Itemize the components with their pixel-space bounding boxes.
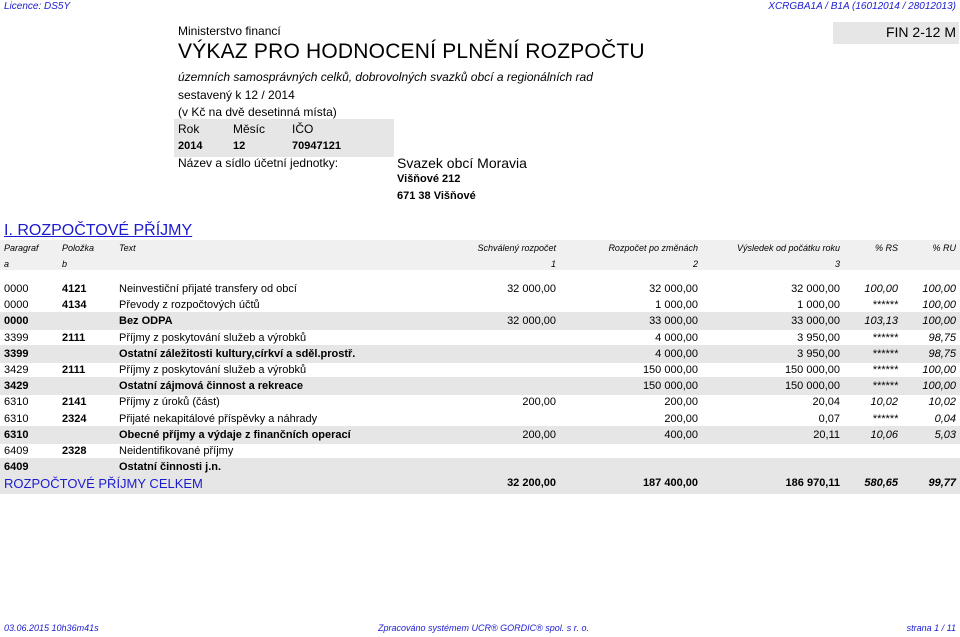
report-units: (v Kč na dvě desetinná místa) xyxy=(178,105,337,119)
cell-vysledek: 33 000,00 xyxy=(791,315,840,328)
cell-text: Příjmy z úroků (část) xyxy=(119,396,220,409)
total-vysledek: 186 970,11 xyxy=(785,477,840,489)
col-letter-a: a xyxy=(4,259,10,269)
report-title: VÝKAZ PRO HODNOCENÍ PLNĚNÍ ROZPOČTU xyxy=(178,40,645,63)
entity-label: Název a sídlo účetní jednotky: xyxy=(178,156,339,170)
col-po-zmenach: Rozpočet po změnách xyxy=(608,243,698,253)
cell-text: Bez ODPA xyxy=(119,315,173,328)
cell-vysledek: 3 950,00 xyxy=(797,331,840,344)
cell-vysledek: 150 000,00 xyxy=(784,380,840,393)
cell-po-zmenach: 200,00 xyxy=(664,396,698,409)
cell-paragraf: 0000 xyxy=(4,283,29,295)
cell-ru: 0,04 xyxy=(934,412,956,425)
year-value: 2014 xyxy=(178,140,203,152)
cell-ru: 5,03 xyxy=(934,428,956,441)
cell-po-zmenach: 1 000,00 xyxy=(655,299,698,312)
cell-paragraf: 6409 xyxy=(4,461,29,474)
cell-rs: ****** xyxy=(872,380,898,393)
cell-po-zmenach: 32 000,00 xyxy=(649,283,698,295)
cell-polozka: 4121 xyxy=(62,283,87,295)
ico-value: 70947121 xyxy=(292,140,341,152)
col-vysledek: Výsledek od počátku roku xyxy=(736,243,840,253)
ministry-name: Ministerstvo financí xyxy=(178,24,281,38)
cell-rs: ****** xyxy=(872,347,898,360)
cell-paragraf: 6310 xyxy=(4,428,29,441)
section-title: I. ROZPOČTOVÉ PŘÍJMY xyxy=(4,222,193,239)
col-paragraf: Paragraf xyxy=(4,243,39,253)
cell-rs: 100,00 xyxy=(864,283,898,295)
report-subtitle: územních samosprávných celků, dobrovolných svazků obcí a regionálních rad xyxy=(178,70,593,84)
cell-paragraf: 6310 xyxy=(4,412,29,425)
col-schvaleny: Schválený rozpočet xyxy=(477,243,556,253)
cell-paragraf: 0000 xyxy=(4,299,29,312)
cell-paragraf: 3429 xyxy=(4,380,29,393)
cell-ru: 98,75 xyxy=(928,331,956,344)
cell-text: Neinvestiční přijaté transfery od obcí xyxy=(119,283,297,295)
cell-paragraf: 3429 xyxy=(4,364,29,376)
form-code: FIN 2-12 M xyxy=(885,24,956,40)
cell-po-zmenach: 4 000,00 xyxy=(655,331,698,344)
col-letter-b: b xyxy=(62,259,68,269)
cell-text: Ostatní činnosti j.n. xyxy=(119,461,222,474)
cell-text: Neidentifikované příjmy xyxy=(119,445,234,457)
cell-ru: 100,00 xyxy=(922,364,956,376)
cell-rs: 103,13 xyxy=(864,315,898,328)
cell-polozka: 2324 xyxy=(62,412,87,425)
total-po-zmenach: 187 400,00 xyxy=(642,477,698,489)
cell-rs: ****** xyxy=(872,364,898,376)
cell-text: Příjmy z poskytování služeb a výrobků xyxy=(119,364,307,376)
cell-polozka: 2111 xyxy=(62,331,86,344)
col-text: Text xyxy=(119,243,136,253)
form-version-code: XCRGBA1A / B1A (16012014 / 28012013) xyxy=(768,1,956,12)
total-row xyxy=(0,474,960,494)
cell-po-zmenach: 33 000,00 xyxy=(649,315,698,328)
cell-vysledek: 3 950,00 xyxy=(797,347,840,360)
cell-ru: 98,75 xyxy=(928,347,956,360)
cell-paragraf: 6409 xyxy=(4,445,29,457)
cell-rs: 10,06 xyxy=(870,428,898,441)
cell-polozka: 2328 xyxy=(62,445,87,457)
col-letter-2: 2 xyxy=(692,259,698,269)
cell-vysledek: 20,04 xyxy=(812,396,840,409)
cell-polozka: 4134 xyxy=(62,299,87,312)
cell-ru: 100,00 xyxy=(922,299,956,312)
cell-ru: 10,02 xyxy=(928,396,956,409)
cell-vysledek: 0,07 xyxy=(818,412,840,425)
cell-text: Převody z rozpočtových účtů xyxy=(119,299,260,312)
cell-paragraf: 0000 xyxy=(4,315,29,328)
cell-rs: 10,02 xyxy=(870,396,898,409)
entity-name: Svazek obcí Moravia xyxy=(397,155,527,171)
footer-timestamp: 03.06.2015 10h36m41s xyxy=(4,623,99,633)
cell-po-zmenach: 200,00 xyxy=(664,412,698,425)
year-label: Rok xyxy=(178,122,200,136)
col-ru: % RU xyxy=(932,243,956,253)
total-ru: 99,77 xyxy=(928,477,956,489)
cell-paragraf: 3399 xyxy=(4,347,29,360)
report-period: sestavený k 12 / 2014 xyxy=(178,88,295,102)
cell-po-zmenach: 4 000,00 xyxy=(655,347,698,360)
cell-vysledek: 20,11 xyxy=(813,428,840,441)
cell-polozka: 2141 xyxy=(62,396,87,409)
cell-schvaleny: 200,00 xyxy=(522,428,556,441)
total-label: ROZPOČTOVÉ PŘÍJMY CELKEM xyxy=(4,476,203,491)
cell-paragraf: 3399 xyxy=(4,331,29,344)
cell-schvaleny: 200,00 xyxy=(522,396,556,409)
footer-system: Zpracováno systémem UCR® GORDIC® spol. s r. o. xyxy=(378,623,589,633)
cell-polozka: 2111 xyxy=(62,364,86,376)
cell-vysledek: 1 000,00 xyxy=(797,299,840,312)
ico-label: IČO xyxy=(292,122,314,136)
col-letter-1: 1 xyxy=(550,259,556,269)
cell-text: Ostatní zájmová činnost a rekreace xyxy=(119,380,304,393)
footer-page: strana 1 / 11 xyxy=(906,623,956,633)
cell-text: Ostatní záležitosti kultury,církví a sděl.prostř. xyxy=(119,347,356,360)
cell-ru: 100,00 xyxy=(922,315,956,328)
cell-rs: ****** xyxy=(872,331,898,344)
cell-ru: 100,00 xyxy=(922,283,956,295)
cell-po-zmenach: 400,00 xyxy=(664,428,698,441)
month-value: 12 xyxy=(233,140,246,152)
cell-schvaleny: 32 000,00 xyxy=(507,283,556,295)
col-rs: % RS xyxy=(874,243,898,253)
entity-street: Višňové 212 xyxy=(397,173,461,185)
col-letter-3: 3 xyxy=(834,259,840,269)
cell-po-zmenach: 150 000,00 xyxy=(642,364,698,376)
meta-values-bg xyxy=(174,137,394,157)
cell-rs: ****** xyxy=(872,299,898,312)
cell-text: Obecné příjmy a výdaje z finančních operací xyxy=(119,428,351,441)
total-schvaleny: 32 200,00 xyxy=(507,477,556,489)
cell-vysledek: 32 000,00 xyxy=(791,283,840,295)
cell-vysledek: 150 000,00 xyxy=(784,364,840,376)
entity-city: 671 38 Višňové xyxy=(397,190,476,202)
cell-paragraf: 6310 xyxy=(4,396,29,409)
col-polozka: Položka xyxy=(62,243,95,253)
cell-rs: ****** xyxy=(872,412,898,425)
cell-text: Příjmy z poskytování služeb a výrobků xyxy=(119,331,307,344)
licence-text: Licence: DS5Y xyxy=(4,1,71,12)
cell-text: Přijaté nekapitálové příspěvky a náhrady xyxy=(119,412,318,425)
cell-schvaleny: 32 000,00 xyxy=(507,315,556,328)
total-rs: 580,65 xyxy=(864,477,898,489)
meta-labels-bg xyxy=(174,119,394,139)
month-label: Měsíc xyxy=(233,122,266,136)
cell-ru: 100,00 xyxy=(922,380,956,393)
cell-po-zmenach: 150 000,00 xyxy=(642,380,698,393)
